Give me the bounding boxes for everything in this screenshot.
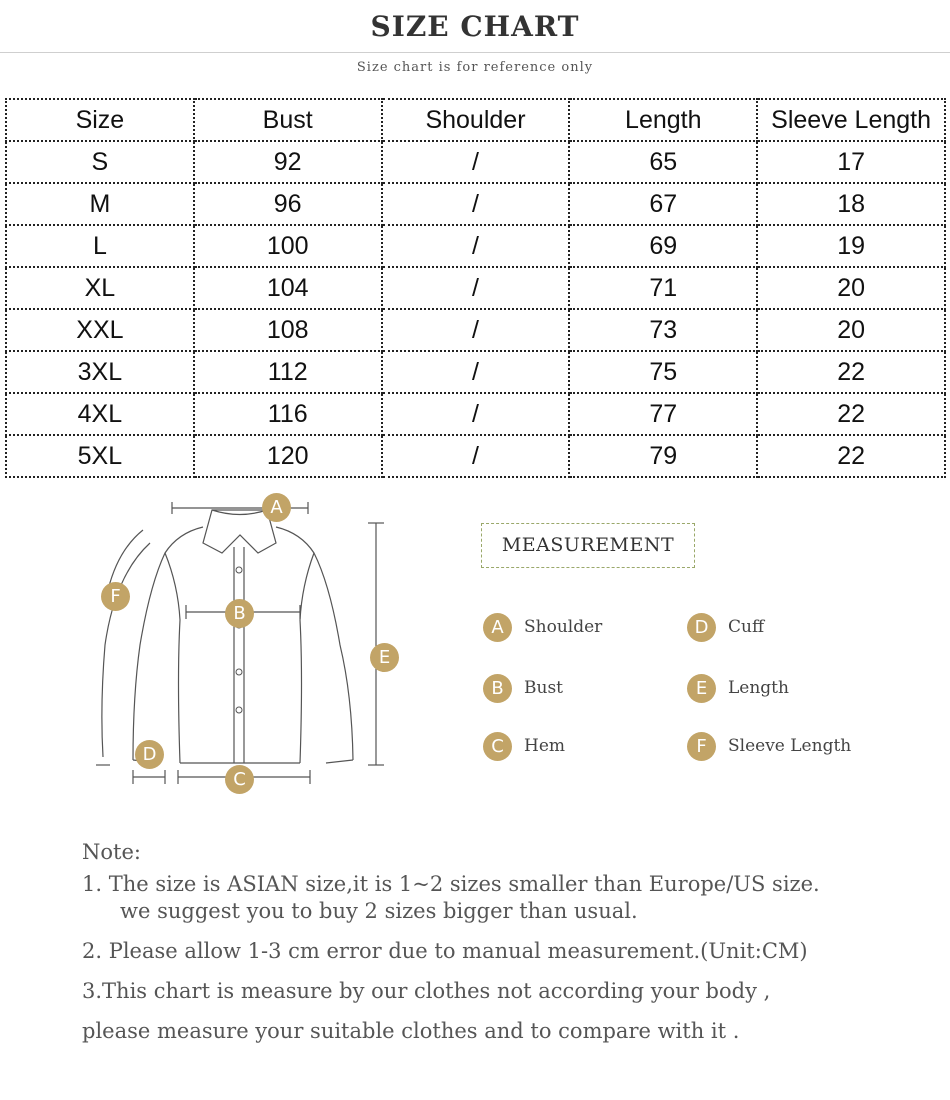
legend-label: Sleeve Length (728, 736, 852, 756)
legend-badge: F (687, 732, 716, 761)
table-cell: / (382, 351, 570, 393)
notes-title: Note: (82, 840, 141, 864)
table-row (6, 225, 945, 267)
table-cell: / (382, 393, 570, 435)
table-row (6, 267, 945, 309)
table-cell: 96 (194, 183, 382, 225)
table-cell: 120 (194, 435, 382, 477)
table-cell: 104 (194, 267, 382, 309)
legend-item-cuff (687, 612, 764, 642)
table-row (6, 141, 945, 183)
column-header: Shoulder (382, 99, 570, 141)
table-cell: 20 (757, 267, 945, 309)
table-cell: 100 (194, 225, 382, 267)
column-header: Bust (194, 99, 382, 141)
legend-badge: C (483, 732, 512, 761)
table-row (6, 435, 945, 477)
table-cell: / (382, 267, 570, 309)
column-header: Size (6, 99, 194, 141)
table-cell: 79 (569, 435, 757, 477)
table-row (6, 351, 945, 393)
table-cell: S (6, 141, 194, 183)
marker-e-badge: E (370, 643, 399, 672)
legend-item-sleeve-length (687, 731, 851, 761)
table-header-row (6, 99, 945, 141)
table-cell: 65 (569, 141, 757, 183)
table-cell: 112 (194, 351, 382, 393)
note-4: please measure your suitable clothes and to compare with it . (82, 1019, 740, 1043)
table-cell: 73 (569, 309, 757, 351)
table-cell: 77 (569, 393, 757, 435)
legend-label: Shoulder (524, 617, 603, 637)
page-title: SIZE CHART (370, 10, 580, 43)
column-header: Sleeve Length (757, 99, 945, 141)
shirt-diagram (0, 495, 470, 805)
table-cell: / (382, 141, 570, 183)
legend-item-hem (483, 731, 565, 761)
table-cell: M (6, 183, 194, 225)
table-cell: 22 (757, 351, 945, 393)
shirt-illustration (0, 495, 470, 805)
legend-badge: E (687, 674, 716, 703)
marker-b-badge: B (225, 599, 254, 628)
table-row (6, 183, 945, 225)
table-cell: 108 (194, 309, 382, 351)
table-cell: 5XL (6, 435, 194, 477)
table-cell: XL (6, 267, 194, 309)
note-1-continued: we suggest you to buy 2 sizes bigger than usual. (120, 899, 638, 923)
table-cell: 92 (194, 141, 382, 183)
table-cell: 67 (569, 183, 757, 225)
table-cell: 20 (757, 309, 945, 351)
legend-label: Cuff (728, 617, 765, 637)
marker-d-badge: D (135, 740, 164, 769)
size-table (5, 98, 946, 478)
title-divider (0, 52, 950, 53)
table-cell: 17 (757, 141, 945, 183)
legend-item-shoulder (483, 612, 602, 642)
table-cell: / (382, 225, 570, 267)
note-2: 2. Please allow 1-3 cm error due to manual measurement.(Unit:CM) (82, 939, 808, 963)
measurement-title: MEASUREMENT (481, 523, 695, 568)
legend-badge: D (687, 613, 716, 642)
page-subtitle: Size chart is for reference only (356, 60, 594, 75)
marker-f-badge: F (101, 582, 130, 611)
table-cell: 4XL (6, 393, 194, 435)
marker-a-badge: A (262, 493, 291, 522)
table-row (6, 393, 945, 435)
table-cell: 116 (194, 393, 382, 435)
table-cell: / (382, 183, 570, 225)
table-cell: 75 (569, 351, 757, 393)
legend-label: Hem (524, 736, 566, 756)
legend-label: Length (728, 678, 789, 698)
legend-item-bust (483, 673, 563, 703)
table-row (6, 309, 945, 351)
table-cell: XXL (6, 309, 194, 351)
table-cell: 3XL (6, 351, 194, 393)
table-cell: 71 (569, 267, 757, 309)
column-header: Length (569, 99, 757, 141)
table-cell: / (382, 309, 570, 351)
table-cell: L (6, 225, 194, 267)
note-1: 1. The size is ASIAN size,it is 1~2 sizes smaller than Europe/US size. (82, 872, 820, 896)
table-cell: / (382, 435, 570, 477)
note-3: 3.This chart is measure by our clothes not according your body , (82, 979, 771, 1003)
table-cell: 69 (569, 225, 757, 267)
marker-c-badge: C (225, 765, 254, 794)
legend-label: Bust (524, 678, 563, 698)
table-cell: 19 (757, 225, 945, 267)
legend-item-length (687, 673, 789, 703)
legend-badge: B (483, 674, 512, 703)
table-cell: 22 (757, 393, 945, 435)
table-cell: 22 (757, 435, 945, 477)
legend-badge: A (483, 613, 512, 642)
table-cell: 18 (757, 183, 945, 225)
